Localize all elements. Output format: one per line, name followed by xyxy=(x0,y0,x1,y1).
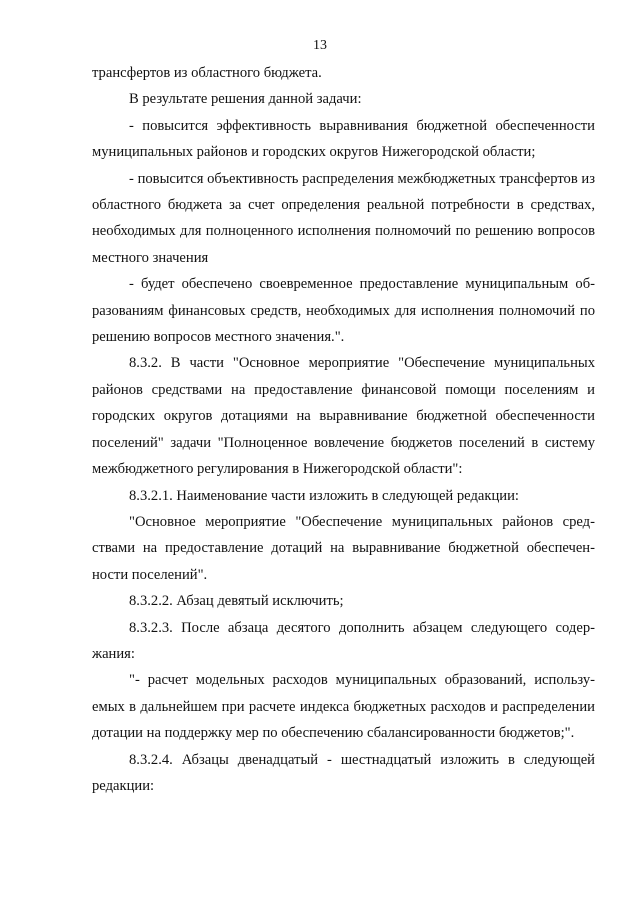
paragraph-model-expenses: "- расчет модельных расходов муниципальных образований, используемых в дальнейшем при расчете индекса бюджетных расходов и распределении дотации на поддержку мер по обеспечению сбалансированности бюджетов;". xyxy=(92,672,595,742)
paragraph-section-8-3-2-3: 8.3.2.3. После абзаца десятого дополнить абзацем следующего содержания: xyxy=(92,619,595,662)
paragraph-objectivity: - повысится объективность распределения межбюджетных трансфертов из областного бюджета за счет определения реальной потребности в средствах, необходимых для полноценного исполнения полномочий по решению вопросов местного значения xyxy=(92,170,595,266)
paragraph-main-activity-title: "Основное мероприятие "Обеспечение муниципальных районов средствами на предоставление дотаций на выравнивание бюджетной обеспеченности поселений". xyxy=(92,513,595,583)
paragraph-section-8-3-2-2: 8.3.2.2. Абзац девятый исключить; xyxy=(129,593,344,610)
paragraph-continuation: трансфертов из областного бюджета. xyxy=(92,65,322,81)
paragraph-section-8-3-2: 8.3.2. В части "Основное мероприятие "Обеспечение муниципальных районов средствами на предоставление финансовой помощи поселениям и городских округов дотациями на выравнивание бюджетной обеспеченности поселений" задачи "Полноценное вовлечение бюджетов поселений в систему межбюджетного регулирования в Нижегородской области": xyxy=(92,355,595,478)
page-number: 13 xyxy=(313,38,327,53)
paragraph-effectiveness: - повысится эффективность выравнивания бюджетной обеспеченности муниципальных районов и городских округов Нижегородской области; xyxy=(92,117,595,161)
paragraph-section-8-3-2-4: 8.3.2.4. Абзацы двенадцатый - шестнадцатый изложить в следующей редакции: xyxy=(92,751,595,794)
paragraph-section-8-3-2-1: 8.3.2.1. Наименование части изложить в следующей редакции: xyxy=(129,487,519,504)
paragraph-result-intro: В результате решения данной задачи: xyxy=(129,91,362,108)
paragraph-timely-provision: - будет обеспечено своевременное предоставление муниципальным образованиям финансовых средств, необходимых для исполнения полномочий по решению вопросов местного значения.". xyxy=(92,276,595,346)
document-body xyxy=(92,60,595,799)
